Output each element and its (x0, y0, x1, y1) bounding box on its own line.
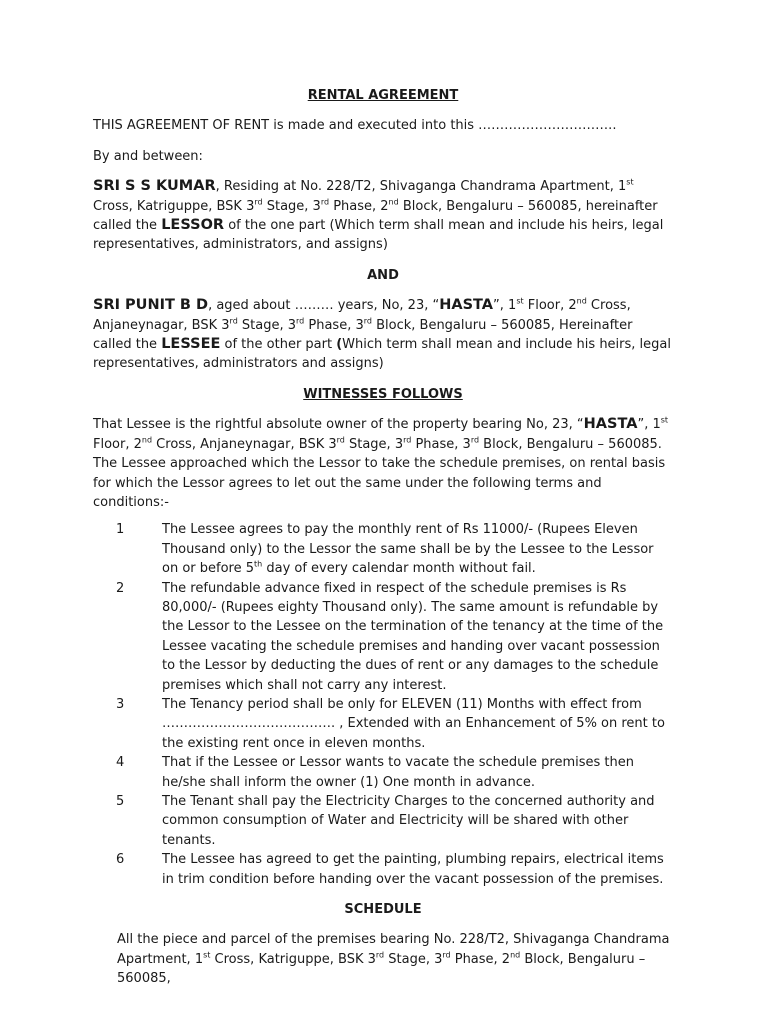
lessor-role: LESSOR (161, 217, 225, 234)
witnesses-heading: WITNESSES FOLLOWS (303, 386, 463, 402)
term-number: 1 (116, 522, 125, 538)
property-name: HASTA (439, 297, 494, 314)
lessee-role: LESSEE (161, 336, 221, 353)
term-number: 5 (116, 794, 125, 809)
lessee-name: SRI PUNIT B D (93, 297, 209, 314)
term-item: 2 The refundable advance fixed in respect of the schedule premises is Rs 80,000/- (Rupees eighty Thousand only). The same amount is refundable by the Lessor to the Lessee on the termination of the tenancy at the time of the Lessee vacating the schedule premises and handing over vacant possession to the Lessor by deducting the dues of rent or any damages to the schedule premises which shall not carry any interest. (116, 580, 664, 693)
lessor-name: SRI S S KUMAR (93, 178, 216, 195)
term-item: 3 The Tenancy period shall be only for ELEVEN (11) Months with effect from …………………………………. , Extended with an Enhancement of 5% on rent to the existing rent once in eleven months. (116, 696, 665, 751)
term-item: 6 The Lessee has agreed to get the painting, plumbing repairs, electrical items in trim condition before handing over the vacant possession of the premises. (116, 852, 664, 887)
property-name: HASTA (583, 416, 638, 433)
terms-list (93, 520, 673, 889)
term-number: 6 (116, 852, 125, 868)
intro-paragraph: THIS AGREEMENT OF RENT is made and executed into this ………………………….. (93, 118, 617, 134)
schedule-heading: SCHEDULE (344, 902, 422, 918)
term-number: 4 (116, 755, 125, 771)
and-separator: AND (367, 267, 399, 283)
term-item: 4 That if the Lessee or Lessor wants to vacate the schedule premises then he/she shall inform the owner (1) One month in advance. (116, 755, 634, 790)
term-item: 1 The Lessee agrees to pay the monthly rent of Rs 11000/- (Rupees Eleven Thousand only) to the Lessor the same shall be by the Lessee to the Lessor on or before 5th day of every calendar month without fail. (116, 522, 654, 577)
schedule-paragraph: All the piece and parcel of the premises bearing No. 228/T2, Shivaganga Chandrama Apartment, 1st Cross, Katriguppe, BSK 3rd Stage, 3rd Phase, 2nd Block, Bengaluru – 560085, (117, 932, 670, 987)
lessor-paragraph: SRI S S KUMAR, Residing at No. 228/T2, Shivaganga Chandrama Apartment, 1st Cross, Katriguppe, BSK 3rd Stage, 3rd Phase, 2nd Block, Bengaluru – 560085, hereinafter called the LESSOR of the one part (Which term shall mean and include his heirs, legal representatives, administrators, and assigns) (93, 177, 664, 253)
by-between-line: By and between: (93, 148, 203, 164)
term-item: 5 The Tenant shall pay the Electricity Charges to the concerned authority and common consumption of Water and Electricity will be shared with other tenants. (116, 794, 655, 848)
witness-paragraph: That Lessee is the rightful absolute owner of the property bearing No, 23, “HASTA”, 1st Floor, 2nd Cross, Anjaneynagar, BSK 3rd Stage, 3rd Phase, 3rd Block, Bengaluru – 560085. The Lessee approached which the Lessor to take the schedule premises, on rental basis for which the Lessor agrees to let out the same under the following terms and conditions:- (93, 415, 669, 510)
lessee-paragraph: SRI PUNIT B D, aged about ……… years, No, 23, “HASTA”, 1st Floor, 2nd Cross, Anjaneynagar, BSK 3rd Stage, 3rd Phase, 3rd Block, Bengaluru – 560085, Hereinafter called the LESSEE of the other part (Which term shall mean and include his heirs, legal representatives, administrators and assigns) (93, 296, 671, 372)
document-title: RENTAL AGREEMENT (307, 88, 459, 103)
term-number: 3 (116, 696, 125, 712)
document-page (93, 86, 673, 989)
term-number: 2 (116, 580, 125, 596)
